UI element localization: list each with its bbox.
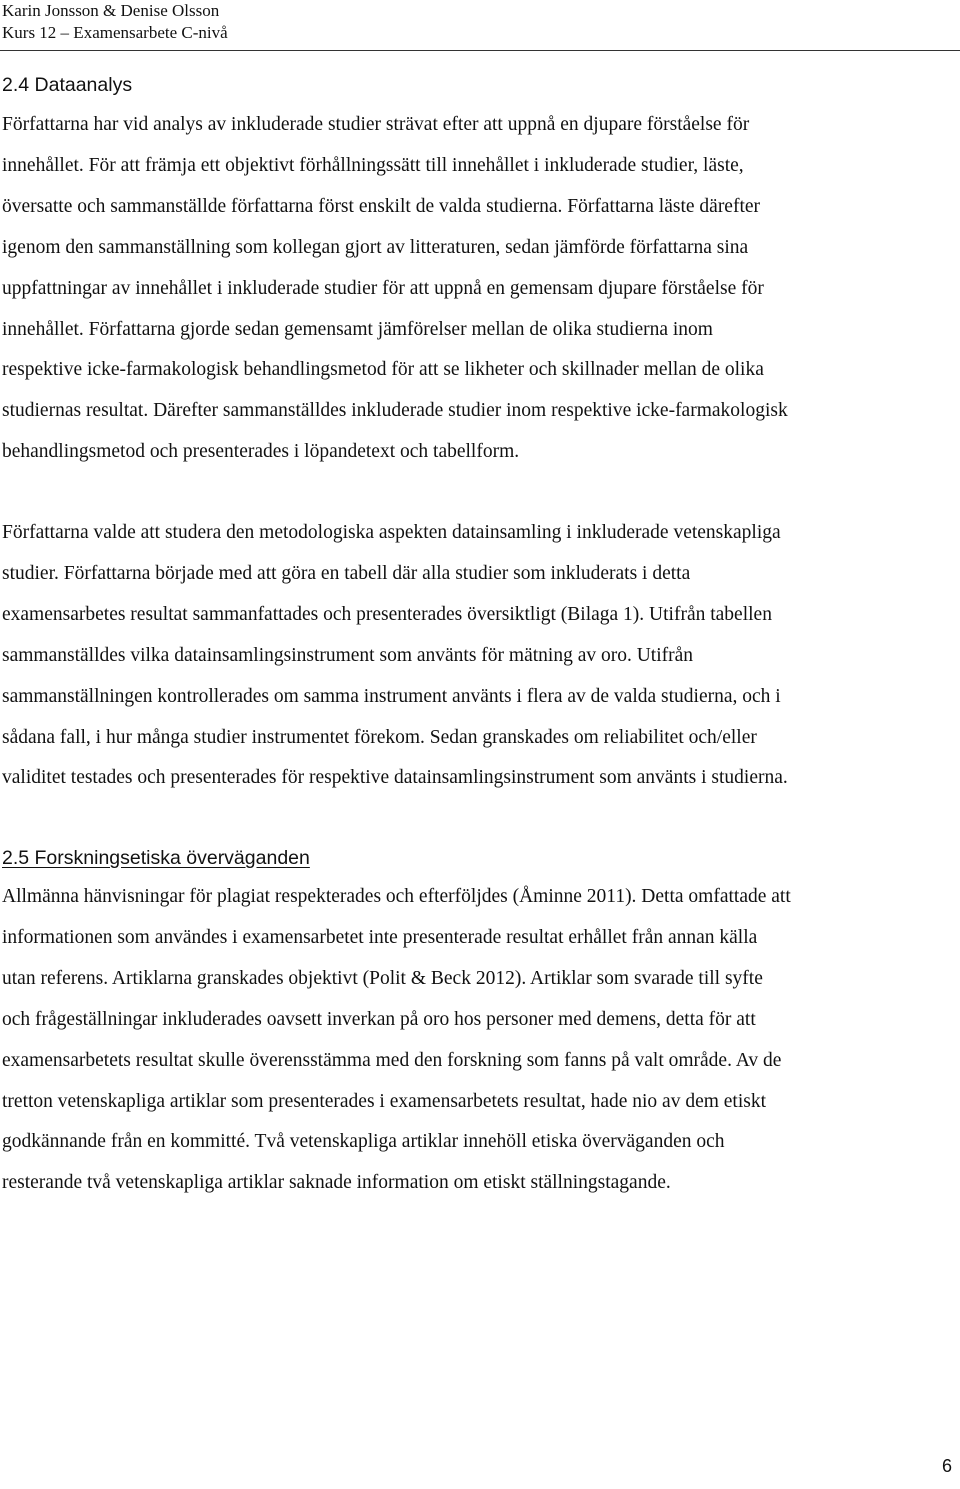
text-line: respektive icke-farmakologisk behandlingsmetod för att se likheter och skillnader mellan de olika [2, 359, 764, 381]
text-line: studiernas resultat. Därefter sammanställdes inkluderade studier inom respektive icke-farmakologisk [2, 400, 788, 422]
text-line: innehållet. Författarna gjorde sedan gemensamt jämförelser mellan de olika studierna inom [2, 318, 713, 340]
text-line: uppfattningar av innehållet i inkluderade studier för att uppnå en gemensam djupare förståelse för [2, 277, 764, 299]
text-line: och frågeställningar inkluderades oavsett inverkan på oro hos personer med demens, detta för att [2, 1008, 756, 1030]
header-divider [0, 50, 960, 51]
text-line: examensarbetes resultat sammanfattades och presenterades översiktligt (Bilaga 1). Utifrån tabellen [2, 603, 772, 625]
text-line: tretton vetenskapliga artiklar som presenterades i examensarbetets resultat, hade nio av dem etiskt [2, 1090, 767, 1112]
text-line: Allmänna hänvisningar för plagiat respekterades och efterföljdes (Åminne 2011). Detta omfattade att [2, 886, 791, 907]
text-line: igenom den sammanställning som kollegan gjort av litteraturen, sedan jämförde författarna sina [2, 236, 749, 258]
text-line: godkännande från en kommitté. Två vetenskapliga artiklar innehöll etiska överväganden och [2, 1131, 725, 1153]
text-line: sammanställdes vilka datainsamlingsinstrument som använts för mätning av oro. Utifrån [2, 644, 694, 666]
paragraph-dataanalys-2 [2, 513, 958, 799]
running-header [2, 0, 228, 44]
header-authors: Karin Jonsson & Denise Olsson [2, 1, 220, 20]
paragraph-dataanalys-1 [2, 105, 958, 473]
text-line: innehållet. För att främja ett objektivt förhållningssätt till innehållet i inkluderade studier, läste, [2, 154, 744, 176]
text-line: validitet testades och presenterades för respektive datainsamlingsinstrument som använts i studierna. [2, 767, 788, 789]
header-course: Kurs 12 – Examensarbete C-nivå [2, 23, 228, 42]
text-line: utan referens. Artiklarna granskades objektivt (Polit & Beck 2012). Artiklar som svarade till syfte [2, 967, 763, 989]
section-heading-dataanalys: 2.4 Dataanalys [2, 74, 133, 96]
text-line: resterande två vetenskapliga artiklar saknade information om etiskt ställningstagande. [2, 1172, 671, 1194]
paragraph-forskningsetiska-1 [2, 877, 958, 1204]
text-line: informationen som användes i examensarbetet inte presenterade resultat erhållet från annan källa [2, 926, 758, 948]
text-line: sammanställningen kontrollerades om samma instrument använts i flera av de valda studierna, och i [2, 685, 781, 707]
page-number: 6 [941, 1456, 952, 1476]
section-heading-forskningsetiska: 2.5 Forskningsetiska överväganden [2, 847, 310, 869]
text-line: behandlingsmetod och presenterades i löpandetext och tabellform. [2, 441, 520, 463]
text-line: studier. Författarna började med att göra en tabell där alla studier som inkluderats i detta [2, 562, 691, 584]
text-line: examensarbetets resultat skulle överensstämma med den forskning som fanns på valt område. Av de [2, 1049, 782, 1071]
text-line: sådana fall, i hur många studier instrumentet förekom. Sedan granskades om reliabilitet och/eller [2, 726, 757, 748]
text-line: Författarna har vid analys av inkluderade studier strävat efter att uppnå en djupare förståelse för [2, 114, 750, 135]
text-line: Författarna valde att studera den metodologiska aspekten datainsamling i inkluderade vetenskapliga [2, 522, 781, 543]
text-line: översatte och sammanställde författarna först enskilt de valda studierna. Författarna läste därefter [2, 195, 761, 217]
